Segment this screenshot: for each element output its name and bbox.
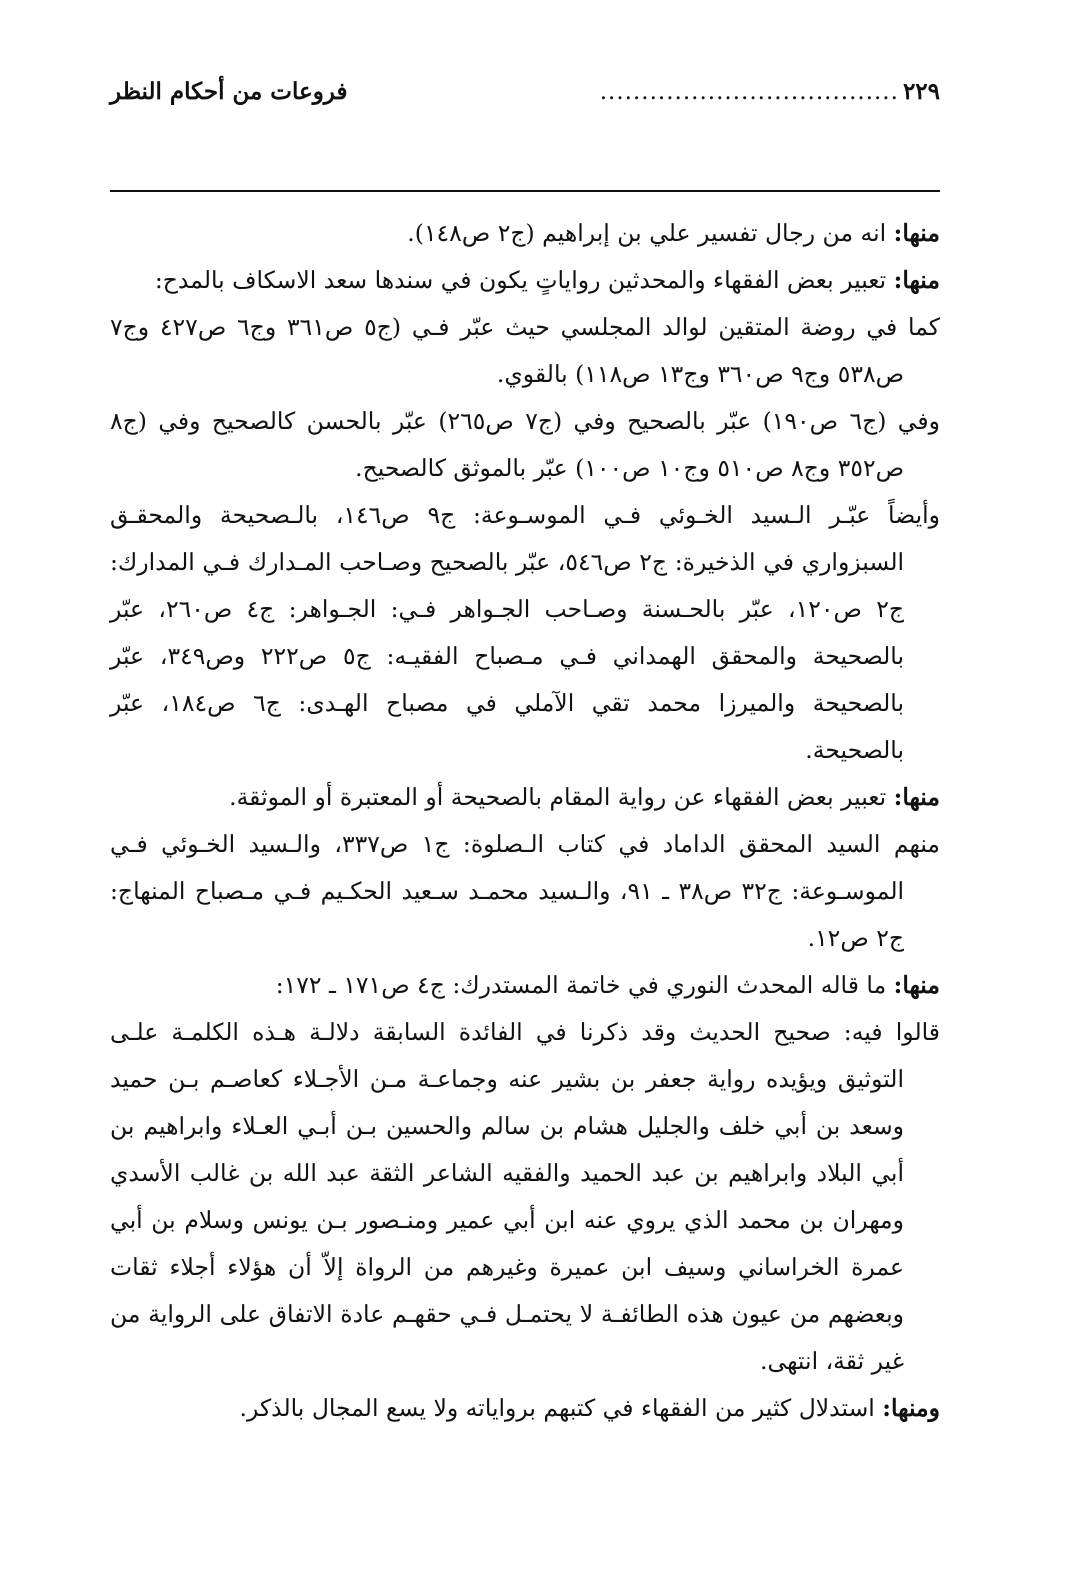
paragraph-text: تعبير بعض الفقهاء والمحدثين رواياتٍ يكون في سندها سعد الاسكاف بالمدح: — [154, 266, 894, 294]
paragraph — [110, 1009, 940, 1385]
paragraph — [110, 492, 940, 774]
header-divider — [110, 190, 940, 192]
paragraph-text: منهم السيد المحقق الداماد في كتاب الـصلوة: ج١ ص٣٣٧، والـسيد الخـوئي فـي الموسـوعة: ج٣٢ ص٣٨ ـ ٩١، والـسيد محمـد سـعيد الحكـيم فـي مـصباح المنهاج: ج٢ ص١٢. — [110, 830, 940, 952]
paragraph — [110, 398, 940, 492]
paragraph-text: انه من رجال تفسير علي بن إبراهيم (ج٢ ص١٤٨). — [407, 219, 894, 247]
paragraph-text: استدلال كثير من الفقهاء في كتبهم برواياته ولا يسع المجال بالذكر. — [239, 1394, 883, 1422]
paragraph-lead: ومنها: — [882, 1394, 940, 1422]
paragraph-lead: منها: — [893, 219, 940, 247]
leader-dots: .................................... — [599, 79, 899, 105]
book-page — [110, 72, 940, 1432]
paragraph-text: كما في روضة المتقين لوالد المجلسي حيث عبّر فـي (ج٥ ص٣٦١ وج٦ ص٤٢٧ وج٧ ص٥٣٨ وج٩ ص٣٦٠ وج١٣ ص١١٨) بالقوي. — [110, 313, 940, 388]
paragraph — [110, 304, 940, 398]
page-body — [110, 210, 940, 1432]
paragraph — [110, 821, 940, 962]
paragraph-text: ما قاله المحدث النوري في خاتمة المستدرك: ج٤ ص١٧١ ـ ١٧٢: — [275, 971, 894, 999]
paragraph-lead: منها: — [893, 266, 940, 294]
paragraph-text: قالوا فيه: صحيح الحديث وقد ذكرنا في الفائدة السابقة دلالـة هـذه الكلمـة علـى التوثيق ويؤيده رواية جعفر بن بشير عنه وجماعـة مـن الأجـلاء كعاصـم بـن حميد وسعد بن أبي خلف والجليل هشام بن سالم والحسين بـن أبـي العـلاء وابراهيم بن أبي البلاد وابراهيم بن عبد الحميد والفقيه الشاعر الثقة عبد الله بن غالب الأسدي ومهران بن محمد الذي يروي عنه ابن أبي عمير ومنـصور بـن يونس وسلام بن أبي عمرة الخراساني وسيف ابن عميرة وغيرهم من الرواة إلاّ أن هؤلاء أجلاء ثقات وبعضهم من عيون هذه الطائفـة لا يحتمـل فـي حقهـم عادة الاتفاق على الرواية من غير ثقة، انتهى. — [110, 1018, 940, 1375]
paragraph-lead: منها: — [893, 783, 940, 811]
page-number: ٢٢٩ — [902, 78, 940, 105]
paragraph-text: وأيضاً عبّـر الـسيد الخـوئي فـي الموسـوعة: ج٩ ص١٤٦، بالـصحيحة والمحقـق السبزواري في الذخيرة: ج٢ ص٥٤٦، عبّر بالصحيح وصـاحب المـدارك فـي المدارك: ج٢ ص١٢٠، عبّر بالحـسنة وصـاحب الجـواهر فـي: الجـواهر: ج٤ ص٢٦٠، عبّر بالصحيحة والمحقق الهمداني فـي مـصباح الفقيـه: ج٥ ص٢٢٢ وص٣٤٩، عبّر بالصحيحة والميرزا محمد تقي الآملي في مصباح الهـدى: ج٦ ص١٨٤، عبّر بالصحيحة. — [110, 501, 941, 764]
running-title: فروعات من أحكام النظر — [110, 78, 348, 105]
paragraph — [110, 210, 940, 257]
paragraph — [110, 962, 940, 1009]
paragraph — [110, 1385, 940, 1432]
running-header — [110, 72, 940, 112]
paragraph-lead: منها: — [893, 971, 940, 999]
paragraph-text: تعبير بعض الفقهاء عن رواية المقام بالصحيحة أو المعتبرة أو الموثقة. — [229, 783, 894, 811]
paragraph — [110, 257, 940, 304]
paragraph-text: وفي (ج٦ ص١٩٠) عبّر بالصحيح وفي (ج٧ ص٢٦٥) عبّر بالحسن كالصحيح وفي (ج٨ ص٣٥٢ وج٨ ص٥١٠ وج١٠ ص١٠٠) عبّر بالموثق كالصحيح. — [110, 407, 940, 482]
paragraph — [110, 774, 940, 821]
